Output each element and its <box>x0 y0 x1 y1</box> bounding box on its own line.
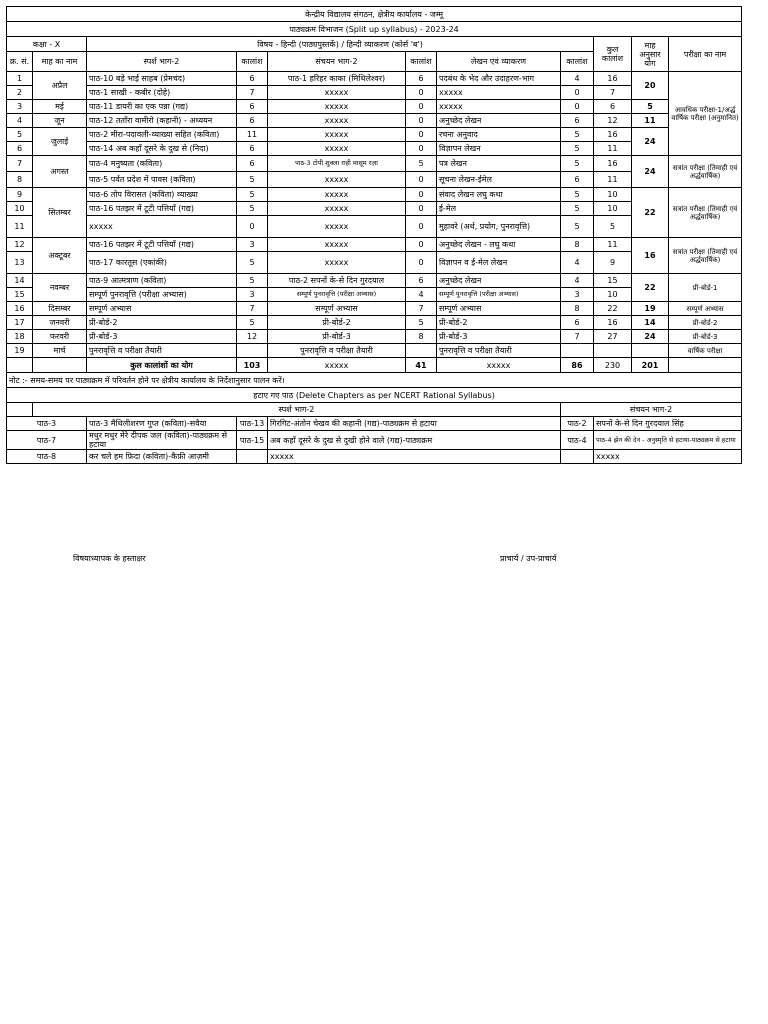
row-periods1: 11 <box>237 128 268 142</box>
syllabus-sheet <box>6 6 739 464</box>
row-periods2: 0 <box>406 142 437 156</box>
row-sno: 9 <box>7 188 33 202</box>
row-total-periods: 12 <box>594 114 632 128</box>
row-periods2 <box>406 344 437 358</box>
row-month: अगस्त <box>33 156 87 188</box>
header-sno: क्र. सं. <box>7 52 33 72</box>
deleted-chapter-name: पाठ-3 मैथिलीशरण गुप्त (कविता)-सवैया <box>87 417 237 431</box>
header-month-total: माह अनुसार योग <box>632 37 669 72</box>
row-book2: xxxxx <box>268 142 406 156</box>
row-exam: प्री-बोर्ड-3 <box>669 330 742 344</box>
row-month: अप्रैल <box>33 72 87 100</box>
row-exam: वार्षिक परीक्षा <box>669 344 742 358</box>
row-periods1: 6 <box>237 114 268 128</box>
table-row <box>7 202 742 216</box>
deleted-chapter-name-3: सपनों के-से दिन गुरदयाल सिंह <box>594 417 742 431</box>
row-sno: 5 <box>7 128 33 142</box>
header-periods2: कालांश <box>406 52 437 72</box>
subject-label: विषय - हिन्दी (पाठ्यपुस्तकें) / हिन्दी व्याकरण (कोर्स 'ब') <box>87 37 594 52</box>
row-periods1: 5 <box>237 172 268 188</box>
row-book2: xxxxx <box>268 238 406 252</box>
row-grammar: अनुच्छेद लेखन <box>437 274 561 288</box>
row-grammar: संवाद लेखन लघु कथा <box>437 188 561 202</box>
header-book2: संचयन भाग-2 <box>268 52 406 72</box>
row-month: नवम्बर <box>33 274 87 302</box>
header-book1: स्पर्श भाग-2 <box>87 52 237 72</box>
row-book2: प्री-बोर्ड-2 <box>268 316 406 330</box>
row-periods3 <box>561 344 594 358</box>
row-book2: xxxxx <box>268 172 406 188</box>
row-book1: पाठ-5 पर्वत प्रदेश में पावस (कविता) <box>87 172 237 188</box>
row-periods3: 5 <box>561 202 594 216</box>
row-month-total: 11 <box>632 114 669 128</box>
row-periods3: 8 <box>561 238 594 252</box>
deleted-chapter-name: कर चले हम फ़िदा (कविता)-कैफ़ी आज़मी <box>87 450 237 464</box>
row-book1: पाठ-2 मीरा-पदावली-व्याख्या सहित (कविता) <box>87 128 237 142</box>
row-total-periods: 16 <box>594 128 632 142</box>
row-exam: सत्रांत परीक्षा (तिमाही एवं अर्द्धवार्षिक) <box>669 156 742 188</box>
row-total-periods <box>594 344 632 358</box>
row-exam: सत्रांत परीक्षा (तिमाही एवं अर्द्धवार्षिक) <box>669 188 742 238</box>
row-sno: 15 <box>7 288 33 302</box>
row-book2: xxxxx <box>268 252 406 274</box>
deleted-chapter-no: पाठ-7 <box>7 431 87 450</box>
row-periods2: 0 <box>406 114 437 128</box>
row-sno: 8 <box>7 172 33 188</box>
row-month: जुलाई <box>33 128 87 156</box>
row-grammar: सम्पूर्ण पुनरावृत्ति (परीक्षा अभ्यास) <box>437 288 561 302</box>
row-sno: 13 <box>7 252 33 274</box>
row-periods3: 8 <box>561 302 594 316</box>
table-row <box>7 288 742 302</box>
table-row <box>7 172 742 188</box>
row-grammar: प्री-बोर्ड-2 <box>437 316 561 330</box>
row-book2: पाठ-2 सपनों के-से दिन गुरदयाल <box>268 274 406 288</box>
teacher-signature-label: विषयाध्यापक के हस्ताक्षर <box>73 554 146 563</box>
row-month-total: 24 <box>632 128 669 156</box>
row-book1: पाठ-6 तोप विरासत (कविता) व्याख्या <box>87 188 237 202</box>
row-book1: पाठ-10 बड़े भाई साहब (प्रेमचंद) <box>87 72 237 86</box>
row-sno: 12 <box>7 238 33 252</box>
row-periods1: 6 <box>237 72 268 86</box>
row-total-periods: 7 <box>594 86 632 100</box>
row-sno: 11 <box>7 216 33 238</box>
totals-book2: xxxxx <box>268 358 406 373</box>
row-month: दिसम्बर <box>33 302 87 316</box>
totals-total: 230 <box>594 358 632 373</box>
note: नोट :- समय-समय पर पाठ्यक्रम में परिवर्तन होने पर क्षेत्रीय कार्यालय के निर्देशानुसार पालन करें। <box>7 373 742 388</box>
totals-periods1: 103 <box>237 358 268 373</box>
header-periods3: कालांश <box>561 52 594 72</box>
table-row <box>7 142 742 156</box>
row-book1: प्री-बोर्ड-3 <box>87 330 237 344</box>
row-month-total <box>632 344 669 358</box>
row-exam: सम्पूर्ण अभ्यास <box>669 302 742 316</box>
row-book2: पुनरावृत्ति व परीक्षा तैयारी <box>268 344 406 358</box>
totals-periods3: 86 <box>561 358 594 373</box>
syllabus-rows <box>7 72 742 358</box>
row-book1: पुनरावृत्ति व परीक्षा तैयारी <box>87 344 237 358</box>
table-row <box>7 114 742 128</box>
row-month-total: 19 <box>632 302 669 316</box>
row-book2: xxxxx <box>268 86 406 100</box>
table-row <box>7 100 742 114</box>
row-grammar: xxxxx <box>437 100 561 114</box>
row-periods1: 3 <box>237 238 268 252</box>
deleted-chapter-no-2 <box>237 450 268 464</box>
deleted-chapter-no-3 <box>561 450 594 464</box>
row-periods2: 0 <box>406 238 437 252</box>
row-periods3: 0 <box>561 100 594 114</box>
row-total-periods: 16 <box>594 72 632 86</box>
row-book1: पाठ-1 साखी - कबीर (दोहे) <box>87 86 237 100</box>
row-grammar: अनुच्छेद लेखन - लघु कथा <box>437 238 561 252</box>
row-total-periods: 10 <box>594 202 632 216</box>
deleted-row <box>7 417 742 431</box>
row-book1: पाठ-11 डायरी का एक पन्ना (गद्य) <box>87 100 237 114</box>
deleted-chapter-no-3: पाठ-4 <box>561 431 594 450</box>
totals-periods2: 41 <box>406 358 437 373</box>
row-periods3: 6 <box>561 114 594 128</box>
table-row <box>7 238 742 252</box>
row-grammar: सम्पूर्ण अभ्यास <box>437 302 561 316</box>
row-periods2: 7 <box>406 302 437 316</box>
totals-row <box>7 358 742 373</box>
deleted-chapter-name-2: अब कहाँ दूसरे के दुख से दुखी होने वाले (गद्य)-पाठ्यक्रम <box>268 431 561 450</box>
row-month: जनवरी <box>33 316 87 330</box>
row-grammar: ई-मेल <box>437 202 561 216</box>
row-periods3: 4 <box>561 72 594 86</box>
row-periods3: 5 <box>561 128 594 142</box>
table-row <box>7 330 742 344</box>
header-periods1: कालांश <box>237 52 268 72</box>
row-book2: xxxxx <box>268 216 406 238</box>
table-row <box>7 188 742 202</box>
row-total-periods: 27 <box>594 330 632 344</box>
row-grammar: पदबंध के भेद और उदाहरण-भाग <box>437 72 561 86</box>
deleted-chapter-name-2: गिरगिट-अंतोन चेखव की कहानी (गद्य)-पाठ्यक्रम से हटाया <box>268 417 561 431</box>
row-book1: पाठ-9 आत्मत्राण (कविता) <box>87 274 237 288</box>
row-periods2: 0 <box>406 86 437 100</box>
table-row <box>7 156 742 172</box>
row-total-periods: 11 <box>594 238 632 252</box>
row-sno: 10 <box>7 202 33 216</box>
totals-month-total: 201 <box>632 358 669 373</box>
row-grammar: विज्ञापन व ई-मेल लेखन <box>437 252 561 274</box>
row-book1: पाठ-4 मनुष्यता (कविता) <box>87 156 237 172</box>
table-row <box>7 128 742 142</box>
row-book2: xxxxx <box>268 188 406 202</box>
row-sno: 17 <box>7 316 33 330</box>
row-total-periods: 10 <box>594 288 632 302</box>
row-sno: 4 <box>7 114 33 128</box>
header-total-periods: कुल कालांश <box>594 37 632 72</box>
deleted-chapter-name-3: पाठ-4 झेन की देन - अनुस्मृति से हटाया-पाठ्यक्रम से हटाया <box>594 431 742 450</box>
row-exam: आवधिक परीक्षा-1/अर्द्ध वार्षिक परीक्षा (अनुमानित) <box>669 72 742 156</box>
class-label: कक्षा - X <box>7 37 87 52</box>
row-book1: पाठ-17 कारतूस (एकांकी) <box>87 252 237 274</box>
row-periods1: 6 <box>237 142 268 156</box>
row-book1: पाठ-16 पतझर में टूटी पत्तियाँ (गद्य) <box>87 238 237 252</box>
table-row <box>7 274 742 288</box>
row-month-total: 20 <box>632 72 669 100</box>
row-periods2: 6 <box>406 72 437 86</box>
row-exam: प्री-बोर्ड-2 <box>669 316 742 330</box>
row-book1: पाठ-14 अब कहाँ दूसरे के दुख से (निदा) <box>87 142 237 156</box>
row-month-total: 16 <box>632 238 669 274</box>
row-periods2: 6 <box>406 274 437 288</box>
row-periods3: 6 <box>561 172 594 188</box>
header-month: माह का नाम <box>33 52 87 72</box>
row-book2: xxxxx <box>268 202 406 216</box>
row-sno: 16 <box>7 302 33 316</box>
row-periods1: 5 <box>237 252 268 274</box>
table-row <box>7 72 742 86</box>
deleted-row <box>7 431 742 450</box>
deleted-chapter-name: मधुर मधुर मेरे दीपक जल (कविता)-पाठ्यक्रम से हटाया <box>87 431 237 450</box>
row-periods3: 7 <box>561 330 594 344</box>
table-row <box>7 216 742 238</box>
sheet-subtitle: पाठ्यक्रम विभाजन (Split up syllabus) - 2023-24 <box>7 22 742 37</box>
deleted-rows <box>7 417 742 464</box>
row-exam: प्री-बोर्ड-1 <box>669 274 742 302</box>
row-periods2: 0 <box>406 188 437 202</box>
deleted-chapter-no-2: पाठ-15 <box>237 431 268 450</box>
header-exam: परीक्षा का नाम <box>669 37 742 72</box>
row-periods3: 5 <box>561 216 594 238</box>
row-month-total: 5 <box>632 100 669 114</box>
row-sno: 7 <box>7 156 33 172</box>
row-periods1: 6 <box>237 156 268 172</box>
row-month-total: 22 <box>632 188 669 238</box>
row-book1: xxxxx <box>87 216 237 238</box>
row-periods3: 4 <box>561 252 594 274</box>
table-row <box>7 344 742 358</box>
row-sno: 19 <box>7 344 33 358</box>
row-book2: प्री-बोर्ड-3 <box>268 330 406 344</box>
deleted-header-right: संचयन भाग-2 <box>561 403 742 417</box>
row-sno: 14 <box>7 274 33 288</box>
row-month-total: 22 <box>632 274 669 302</box>
table-row <box>7 316 742 330</box>
row-periods3: 4 <box>561 274 594 288</box>
row-exam: सत्रांत परीक्षा (तिमाही एवं अर्द्धवार्षिक) <box>669 238 742 274</box>
row-sno: 18 <box>7 330 33 344</box>
row-book1: प्री-बोर्ड-2 <box>87 316 237 330</box>
row-periods2: 0 <box>406 128 437 142</box>
row-periods2: 4 <box>406 288 437 302</box>
row-grammar: विज्ञापन लेखन <box>437 142 561 156</box>
totals-label: कुल कालांशों का योग <box>87 358 237 373</box>
row-grammar: xxxxx <box>437 86 561 100</box>
row-month: मार्च <box>33 344 87 358</box>
row-book1: पाठ-12 तताँरा वामीरो (कहानी) - अध्ययन <box>87 114 237 128</box>
row-grammar: अनुच्छेद लेखन <box>437 114 561 128</box>
sheet-title: केन्द्रीय विद्यालय संगठन, क्षेत्रीय कार्यालय - जम्मू <box>7 7 742 22</box>
row-periods1: 5 <box>237 188 268 202</box>
row-periods2: 8 <box>406 330 437 344</box>
row-grammar: मुहावरे (अर्थ, प्रयोग, पुनरावृत्ति) <box>437 216 561 238</box>
row-total-periods: 5 <box>594 216 632 238</box>
row-book2: पाठ-1 हरिहर काका (मिथिलेश्वर) <box>268 72 406 86</box>
row-sno: 3 <box>7 100 33 114</box>
row-periods1: 6 <box>237 100 268 114</box>
row-book2: xxxxx <box>268 100 406 114</box>
deleted-chapter-name-2: xxxxx <box>268 450 561 464</box>
row-grammar: सूचना लेखन-ईमेल <box>437 172 561 188</box>
row-month: सितम्बर <box>33 188 87 238</box>
row-total-periods: 9 <box>594 252 632 274</box>
row-sno: 2 <box>7 86 33 100</box>
row-sno: 6 <box>7 142 33 156</box>
row-grammar: प्री-बोर्ड-3 <box>437 330 561 344</box>
row-grammar: पत्र लेखन <box>437 156 561 172</box>
row-periods3: 6 <box>561 316 594 330</box>
row-periods1: 7 <box>237 302 268 316</box>
row-total-periods: 6 <box>594 100 632 114</box>
row-periods2: 5 <box>406 316 437 330</box>
row-total-periods: 11 <box>594 172 632 188</box>
row-book1: पाठ-16 पतझर में टूटी पत्तियाँ (गद्य) <box>87 202 237 216</box>
row-total-periods: 11 <box>594 142 632 156</box>
totals-grammar: xxxxx <box>437 358 561 373</box>
row-total-periods: 10 <box>594 188 632 202</box>
row-periods3: 5 <box>561 188 594 202</box>
row-periods2: 0 <box>406 252 437 274</box>
row-sno: 1 <box>7 72 33 86</box>
row-periods2: 0 <box>406 202 437 216</box>
row-grammar: पुनरावृत्ति व परीक्षा तैयारी <box>437 344 561 358</box>
row-periods2: 0 <box>406 100 437 114</box>
row-month-total: 24 <box>632 330 669 344</box>
deleted-header-left: स्पर्श भाग-2 <box>33 403 561 417</box>
table-row <box>7 302 742 316</box>
row-total-periods: 16 <box>594 156 632 172</box>
row-total-periods: 22 <box>594 302 632 316</box>
deleted-chapter-name-3: xxxxx <box>594 450 742 464</box>
row-book2: सम्पूर्ण पुनरावृत्ति (परीक्षा अभ्यास) <box>268 288 406 302</box>
row-book2: xxxxx <box>268 128 406 142</box>
row-total-periods: 15 <box>594 274 632 288</box>
row-periods1: 12 <box>237 330 268 344</box>
table-row <box>7 86 742 100</box>
row-periods1: 5 <box>237 316 268 330</box>
row-book1: सम्पूर्ण पुनरावृत्ति (परीक्षा अभ्यास) <box>87 288 237 302</box>
row-periods1 <box>237 344 268 358</box>
row-periods1: 7 <box>237 86 268 100</box>
row-periods1: 3 <box>237 288 268 302</box>
row-periods3: 3 <box>561 288 594 302</box>
deleted-chapter-no-2: पाठ-13 <box>237 417 268 431</box>
row-periods3: 5 <box>561 156 594 172</box>
row-month: जून <box>33 114 87 128</box>
principal-signature-label: प्राचार्य / उप-प्राचार्य <box>500 554 557 563</box>
row-periods1: 0 <box>237 216 268 238</box>
row-periods1: 5 <box>237 202 268 216</box>
row-periods2: 0 <box>406 216 437 238</box>
row-book2: xxxxx <box>268 114 406 128</box>
row-month: अक्टूबर <box>33 238 87 274</box>
deleted-chapter-no-3: पाठ-2 <box>561 417 594 431</box>
row-periods3: 5 <box>561 142 594 156</box>
row-periods2: 0 <box>406 172 437 188</box>
deleted-row <box>7 450 742 464</box>
row-book2: पाठ-3 टोपी शुक्ला राही मासूम रज़ा <box>268 156 406 172</box>
header-grammar: लेखन एवं व्याकरण <box>437 52 561 72</box>
row-periods3: 0 <box>561 86 594 100</box>
deleted-title: हटाए गए पाठ (Delete Chapters as per NCERT Rational Syllabus) <box>7 388 742 403</box>
deleted-chapter-no: पाठ-8 <box>7 450 87 464</box>
syllabus-table <box>6 6 742 464</box>
row-periods2: 5 <box>406 156 437 172</box>
row-book2: सम्पूर्ण अभ्यास <box>268 302 406 316</box>
row-book1: सम्पूर्ण अभ्यास <box>87 302 237 316</box>
row-month: मई <box>33 100 87 114</box>
row-total-periods: 16 <box>594 316 632 330</box>
deleted-chapter-no: पाठ-3 <box>7 417 87 431</box>
row-month-total: 14 <box>632 316 669 330</box>
row-month: फरवरी <box>33 330 87 344</box>
table-row <box>7 252 742 274</box>
row-grammar: रचना अनुवाद <box>437 128 561 142</box>
row-month-total: 24 <box>632 156 669 188</box>
row-periods1: 5 <box>237 274 268 288</box>
